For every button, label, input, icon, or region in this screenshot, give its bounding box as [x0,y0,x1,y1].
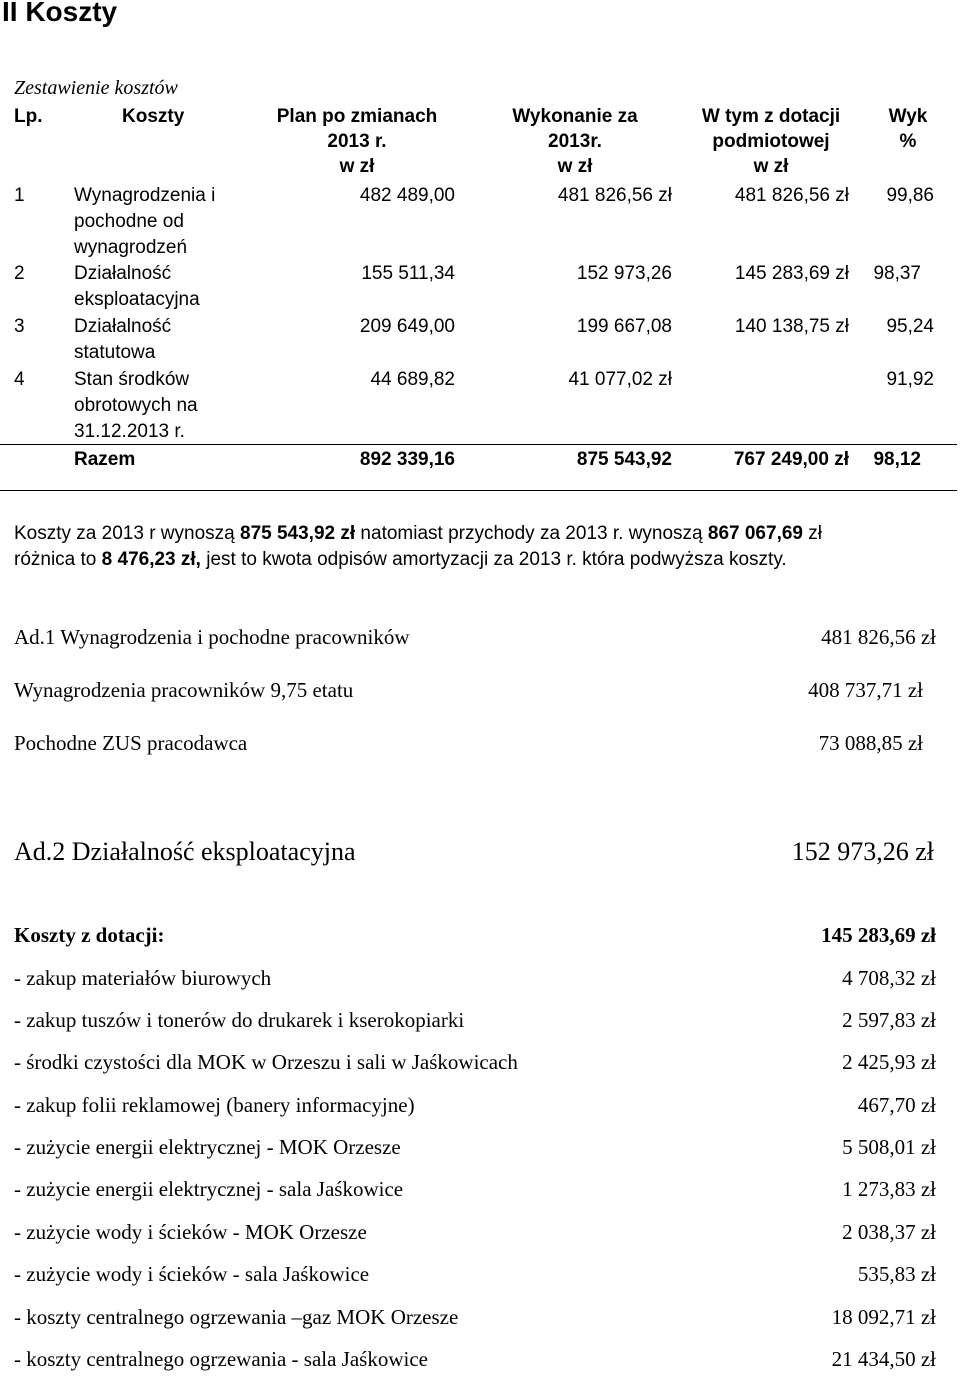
row-3-pct: 95,24 [886,316,934,337]
total-label: Razem [74,449,136,470]
ad2-item-label: - środki czystości dla MOK w Orzeszu i sali w Jaśkowicach [14,1050,518,1074]
header-dotacja-2: podmiotowej [712,131,830,152]
row-4-plan: 44 689,82 [370,369,455,390]
row-1-dotacja: 481 826,56 zł [734,185,849,206]
row-3-name-2: statutowa [74,342,156,363]
row-4-pct: 91,92 [886,369,934,390]
row-1-pct: 99,86 [886,185,934,206]
ad2-item-label: - zużycie energii elektrycznej - MOK Orzesze [14,1135,401,1159]
header-wykonanie-2: 2013r. [548,131,602,152]
header-lp: Lp. [14,106,43,127]
row-1-name-1: Wynagrodzenia i [74,185,216,206]
ad2-item-label: - zakup tuszów i tonerów do drukarek i kserokopiarki [14,1008,465,1032]
row-2-dotacja: 145 283,69 zł [734,263,849,284]
ad2-item-label: - zużycie energii elektrycznej - sala Jaśkowice [14,1177,404,1201]
total-wykonanie: 875 543,92 [576,449,672,470]
ad2-item-value: 5 508,01 zł [842,1135,936,1159]
total-dotacja: 767 249,00 zł [733,449,849,470]
ad2-item-value: 467,70 zł [857,1093,936,1117]
total-top-border [0,444,957,445]
row-2-wykonanie: 152 973,26 [576,263,672,284]
row-4-name-2: obrotowych na [74,395,198,416]
row-2-plan: 155 511,34 [361,263,455,284]
header-wyk-1: Wyk [888,106,928,127]
ad2-item-value: 1 273,83 zł [842,1177,936,1201]
row-1-wykonanie: 481 826,56 zł [557,185,672,206]
cost-table [0,102,957,491]
ad2-item-value: 21 434,50 zł [831,1347,936,1371]
ad2-item-value: 535,83 zł [857,1262,936,1286]
ad2-item-value: 4 708,32 zł [842,966,936,990]
table-bottom-border [0,490,957,491]
row-3-plan: 209 649,00 [359,316,455,337]
row-4-name-3: 31.12.2013 r. [74,421,185,442]
ad2-total: 152 973,26 zł [791,837,934,866]
ad2-item-label: - zużycie wody i ścieków - MOK Orzesze [14,1220,367,1244]
row-4-wykonanie: 41 077,02 zł [568,369,672,390]
header-plan-1: Plan po zmianach [276,106,438,127]
ad1-item-value: 408 737,71 zł [808,678,923,702]
ad2-item-value: 18 092,71 zł [831,1305,936,1329]
row-3-dotacja: 140 138,75 zł [734,316,849,337]
ad2-item-label: - zużycie wody i ścieków - sala Jaśkowice [14,1262,370,1286]
header-dotacja-3: w zł [753,156,789,177]
ad2-item-value: 2 425,93 zł [842,1050,936,1074]
row-1-name-3: wynagrodzeń [74,237,188,258]
row-4-name-1: Stan środków [74,369,190,390]
row-3-lp: 3 [14,316,25,337]
page-title: II Koszty [2,0,118,27]
ad2-dotacje-label: Koszty z dotacji: [14,923,165,947]
header-wyk-2: % [899,131,917,152]
ad1-item-label: Wynagrodzenia pracowników 9,75 etatu [14,678,354,702]
header-dotacja-1: W tym z dotacji [701,106,841,127]
row-2-name-1: Działalność [74,263,172,284]
header-koszty: Koszty [122,106,185,127]
ad1-total: 481 826,56 zł [821,625,936,649]
row-1-name-2: pochodne od [74,211,184,232]
table-caption: Zestawienie kosztów [14,77,178,99]
row-2-lp: 2 [14,263,25,284]
total-plan: 892 339,16 [359,449,455,470]
ad2-item-label: - zakup folii reklamowej (banery informacyjne) [14,1093,415,1117]
ad2-item-value: 2 038,37 zł [842,1220,936,1244]
ad1-item-label: Pochodne ZUS pracodawca [14,731,248,755]
header-wykonanie-1: Wykonanie za [512,106,638,127]
row-3-name-1: Działalność [74,316,172,337]
ad2-item-label: - zakup materiałów biurowych [14,966,272,990]
row-2-name-2: eksploatacyjna [74,289,200,310]
row-1-lp: 1 [14,185,25,206]
summary-line-1: Koszty za 2013 r wynoszą 875 543,92 zł natomiast przychody za 2013 r. wynoszą 867 067,69 zł [14,523,822,544]
row-2-pct: 98,37 [873,263,921,284]
header-plan-2: 2013 r. [327,131,387,152]
ad1-title: Ad.1 Wynagrodzenia i pochodne pracowników [14,625,410,649]
ad2-item-value: 2 597,83 zł [842,1008,936,1032]
header-plan-3: w zł [339,156,375,177]
total-pct: 98,12 [873,449,921,470]
ad1-item-value: 73 088,85 zł [818,731,923,755]
row-3-wykonanie: 199 667,08 [576,316,672,337]
ad2-title: Ad.2 Działalność eksploatacyjna [14,837,356,866]
row-1-plan: 482 489,00 [359,185,455,206]
ad2-item-label: - koszty centralnego ogrzewania –gaz MOK Orzesze [14,1305,459,1329]
header-wykonanie-3: w zł [557,156,593,177]
ad2-item-label: - koszty centralnego ogrzewania - sala Jaśkowice [14,1347,428,1371]
summary-line-2: różnica to 8 476,23 zł, jest to kwota odpisów amortyzacji za 2013 r. która podwyższa koszty. [14,549,787,570]
ad2-dotacje-total: 145 283,69 zł [821,923,936,947]
row-4-lp: 4 [14,369,25,390]
